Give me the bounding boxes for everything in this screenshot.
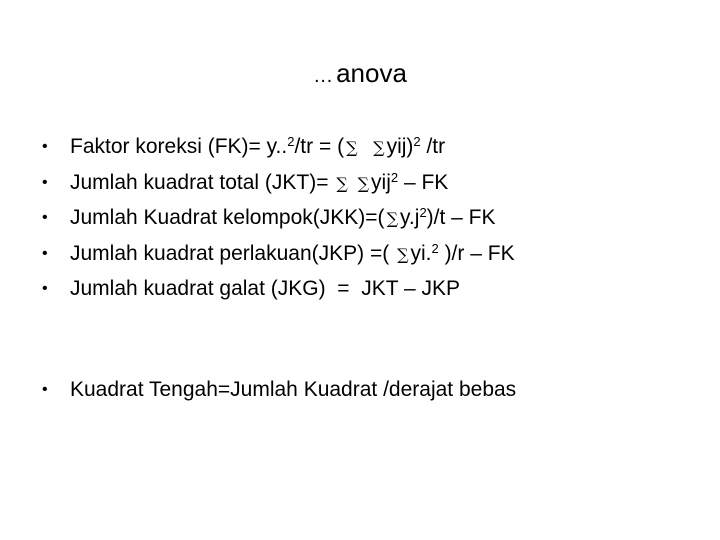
slide-title <box>0 56 720 93</box>
bullet-icon: • <box>42 381 48 398</box>
list-item-jkg <box>42 272 712 307</box>
formula-list <box>42 130 712 307</box>
list-item-kuadrat-tengah <box>42 373 712 408</box>
bullet-icon: • <box>42 138 48 155</box>
sigma-icon: ∑ <box>346 138 358 157</box>
bullet-icon: • <box>42 244 48 262</box>
jkp-text-a: Jumlah kuadrat perlakuan(JKP) =( <box>70 241 396 265</box>
sigma-icon: ∑ <box>336 173 348 193</box>
jkg-text: Jumlah kuadrat galat (JKG) = JKT – JKP <box>70 277 461 300</box>
list-item-jkt <box>42 166 712 202</box>
title-ellipsis: … <box>313 65 335 87</box>
jkk-text-c: )/t – FK <box>426 206 496 229</box>
fk-text-d: /tr <box>420 135 446 158</box>
kuadrat-tengah-text: Kuadrat Tengah=Jumlah Kuadrat /derajat bebas <box>70 378 517 401</box>
bullet-icon: • <box>42 173 48 191</box>
sigma-icon: ∑ <box>373 138 385 157</box>
bullet-icon: • <box>42 209 48 226</box>
fk-text-a: Faktor koreksi (FK)= y.. <box>70 135 288 158</box>
jkt-text-c: – FK <box>398 170 449 194</box>
sigma-icon: ∑ <box>357 173 370 193</box>
jkp-text-b: yi. <box>410 241 432 265</box>
jkk-text-a: Jumlah Kuadrat kelompok(JKK)=( <box>70 206 385 229</box>
list-item-jkk <box>42 201 712 237</box>
fk-text-c: yij) <box>386 135 414 158</box>
fk-sup-c: 2 <box>413 133 421 149</box>
bullet-icon: • <box>42 280 48 297</box>
list-item-fk <box>42 130 712 166</box>
list-item-jkp <box>42 237 712 273</box>
sigma-icon: ∑ <box>386 209 398 228</box>
jkt-text-b: yij <box>371 170 391 194</box>
sigma-icon: ∑ <box>397 244 409 264</box>
jkk-text-b: y.j <box>399 206 420 229</box>
jkt-sup-b: 2 <box>390 169 399 185</box>
title-text: anova <box>336 58 407 88</box>
jkp-text-c: )/r – FK <box>438 241 515 265</box>
fk-text-b: /tr = ( <box>294 135 345 158</box>
extra-list <box>42 373 712 408</box>
jkt-text-a: Jumlah kuadrat total (JKT)= <box>70 170 335 194</box>
jkp-sup-b: 2 <box>431 240 439 256</box>
fk-sup-a: 2 <box>287 133 295 149</box>
jkk-sup-b: 2 <box>419 204 427 220</box>
